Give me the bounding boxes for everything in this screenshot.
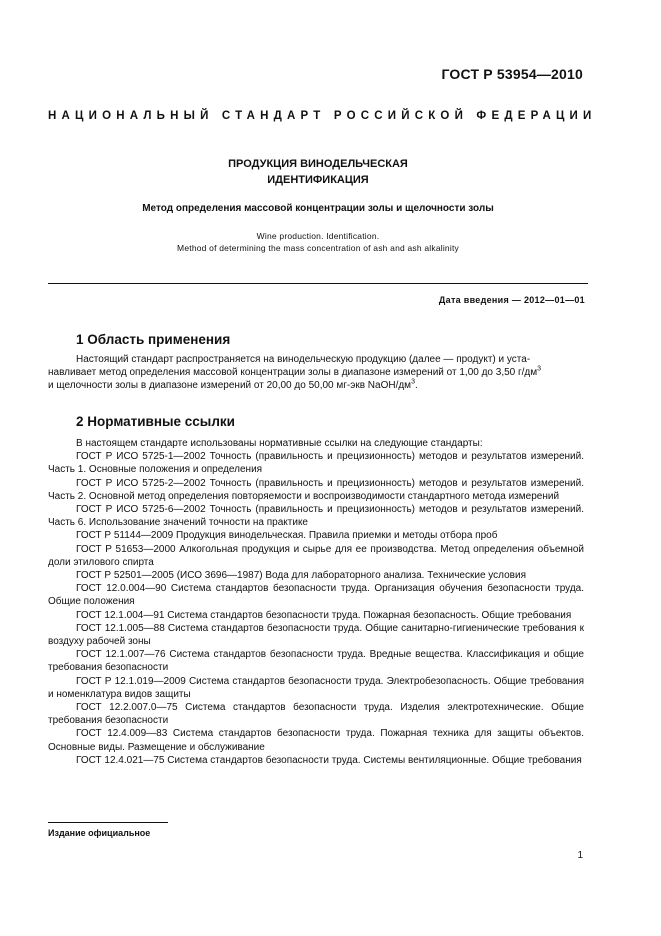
scope-line-1: Настоящий стандарт распространяется на винодельческую продукцию (далее — продукт) и уста- — [76, 354, 531, 365]
english-title-line-2: Method of determining the mass concentration of ash and ash alkalinity — [177, 243, 459, 253]
reference-item: ГОСТ 12.4.021—75 Система стандартов безопасности труда. Системы вентиляционные. Общие требования — [76, 754, 582, 766]
references-intro: В настоящем стандарте использованы нормативные ссылки на следующие стандарты: — [76, 438, 483, 449]
scope-line-2: навливает метод определения массовой концентрации золы в диапазоне измерений от 1,00 до 3,50 $г/дм^3$ — [48, 365, 542, 379]
english-title-line-1: Wine production. Identification. — [256, 231, 380, 241]
reference-item: ГОСТ Р ИСО 5725-2—2002 Точность (правильность и прецизионность) методов и результатов измерений. Часть 2. Основной метод определения повторяемости и воспроизводимости стандартного метода измерений — [48, 477, 584, 502]
title-line-1: ПРОДУКЦИЯ ВИНОДЕЛЬЧЕСКАЯ — [228, 158, 408, 170]
reference-item: ГОСТ Р 52501—2005 (ИСО 3696—1987) Вода для лабораторного анализа. Технические условия — [76, 570, 526, 582]
official-edition-label: Издание официальное — [48, 828, 151, 838]
section-2-heading: 2 Нормативные ссылки — [76, 414, 235, 429]
title-line-2: ИДЕНТИФИКАЦИЯ — [267, 174, 369, 186]
reference-item: ГОСТ Р 51653—2000 Алкогольная продукция и сырье для ее производства. Метод определения объемной доли этилового спирта — [48, 543, 584, 568]
national-standard-banner: НАЦИОНАЛЬНЫЙ СТАНДАРТ РОССИЙСКОЙ ФЕДЕРАЦИИ — [48, 110, 597, 122]
reference-item: ГОСТ 12.2.007.0—75 Система стандартов безопасности труда. Изделия электротехнические. Общие требования безопасности — [48, 702, 584, 727]
reference-item: ГОСТ 12.1.004—91 Система стандартов безопасности труда. Пожарная безопасность. Общие требования — [76, 609, 572, 621]
footer-divider — [48, 822, 168, 823]
reference-item: ГОСТ 12.1.005—88 Система стандартов безопасности труда. Общие санитарно-гигиенические требования к воздуху рабочей зоны — [48, 622, 584, 648]
reference-item: ГОСТ Р 51144—2009 Продукция винодельческая. Правила приемки и методы отбора проб — [76, 530, 498, 542]
section-2-body — [48, 437, 584, 767]
document-subtitle: Метод определения массовой концентрации золы и щелочности золы — [142, 203, 494, 214]
reference-item: ГОСТ Р ИСО 5725-1—2002 Точность (правильность и прецизионность) методов и результатов измерений. Часть 1. Основные положения и определения — [48, 451, 584, 476]
reference-item: ГОСТ 12.0.004—90 Система стандартов безопасности труда. Организация обучения безопасности труда. Общие положения — [48, 583, 584, 608]
document-code: ГОСТ Р 53954—2010 — [441, 66, 583, 82]
section-1-heading: 1 Область применения — [76, 332, 231, 347]
scope-line-3: и щелочности золы в диапазоне измерений от 20,00 до 50,00 мг-экв NaOH/$дм^3$. — [48, 379, 418, 392]
page-number: 1 — [577, 850, 583, 861]
section-1-body — [48, 353, 584, 393]
header-divider — [48, 283, 588, 284]
reference-item: ГОСТ 12.4.009—83 Система стандартов безопасности труда. Пожарная техника для защиты объектов. Основные виды. Размещение и обслуживание — [48, 728, 584, 753]
reference-item: ГОСТ Р 12.1.019—2009 Система стандартов безопасности труда. Электробезопасность. Общие требования и номенклатура видов защиты — [48, 675, 584, 700]
introduction-date: Дата введения — 2012—01—01 — [438, 295, 585, 305]
reference-item: ГОСТ 12.1.007—76 Система стандартов безопасности труда. Вредные вещества. Классификация и общие требования безопасности — [48, 649, 584, 674]
reference-item: ГОСТ Р ИСО 5725-6—2002 Точность (правильность и прецизионность) методов и результатов измерений. Часть 6. Использование значений точности на практике — [48, 504, 584, 529]
